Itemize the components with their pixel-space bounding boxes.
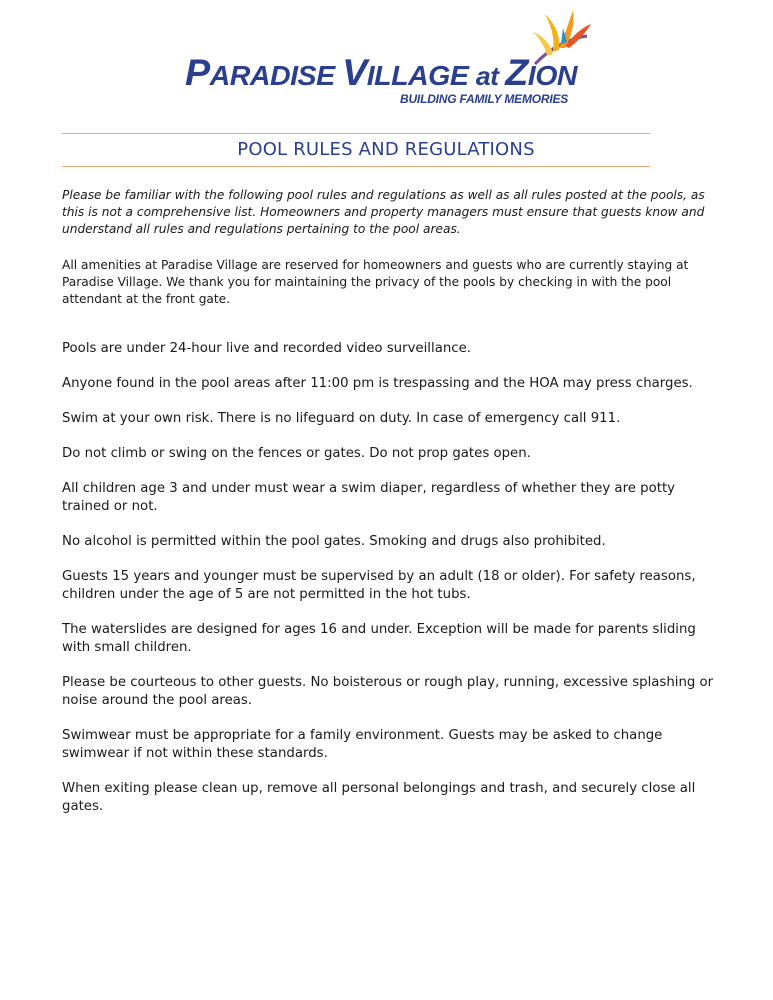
logo-word: ILLAGE <box>366 60 476 91</box>
rule-item: When exiting please clean up, remove all personal belongings and trash, and securely close all gates. <box>62 781 696 814</box>
logo-wordmark <box>185 52 577 94</box>
rule-item: No alcohol is permitted within the pool gates. Smoking and drugs also prohibited. <box>62 534 606 549</box>
logo-word: ION <box>527 60 578 91</box>
page-title: POOL RULES AND REGULATIONS <box>237 139 535 160</box>
amenities-paragraph: All amenities at Paradise Village are reserved for homeowners and guests who are currently staying at Paradise Village. We thank you for maintaining the privacy of the pools by checking in with the pool attendant at the front gate. <box>62 258 689 306</box>
rule-item: Anyone found in the pool areas after 11:00 pm is trespassing and the HOA may press charges. <box>62 376 693 391</box>
rule-item: Please be courteous to other guests. No boisterous or rough play, running, excessive splashing or noise around the pool areas. <box>62 675 714 708</box>
logo-letter: P <box>185 52 210 93</box>
title-rule-top <box>62 133 650 134</box>
intro-paragraph: Please be familiar with the following pool rules and regulations as well as all rules posted at the pools, as this is not a comprehensive list. Homeowners and property managers must ensure that guests know and understand all rules and regulations pertaining to the pool areas. <box>62 188 705 236</box>
logo-word: at <box>475 61 506 91</box>
rule-item: Swimwear must be appropriate for a family environment. Guests may be asked to change swimwear if not within these standards. <box>62 728 663 761</box>
rule-item: Swim at your own risk. There is no lifeguard on duty. In case of emergency call 911. <box>62 411 621 426</box>
rule-item: Do not climb or swing on the fences or gates. Do not prop gates open. <box>62 446 531 461</box>
rule-item: The waterslides are designed for ages 16 and under. Exception will be made for parents sliding with small children. <box>62 622 696 655</box>
logo-letter: Z <box>505 52 528 93</box>
rule-item: Guests 15 years and younger must be supervised by an adult (18 or older). For safety reasons, children under the age of 5 are not permitted in the hot tubs. <box>62 569 696 602</box>
logo-word: ARADISE <box>209 60 343 91</box>
rule-item: All children age 3 and under must wear a swim diaper, regardless of whether they are potty trained or not. <box>62 481 676 514</box>
rule-item: Pools are under 24-hour live and recorded video surveillance. <box>62 341 471 356</box>
title-rule-bottom <box>62 166 650 167</box>
logo-tagline: BUILDING FAMILY MEMORIES <box>400 92 569 106</box>
logo-letter: V <box>342 52 367 93</box>
logo <box>185 8 595 108</box>
rules-list <box>62 340 722 833</box>
